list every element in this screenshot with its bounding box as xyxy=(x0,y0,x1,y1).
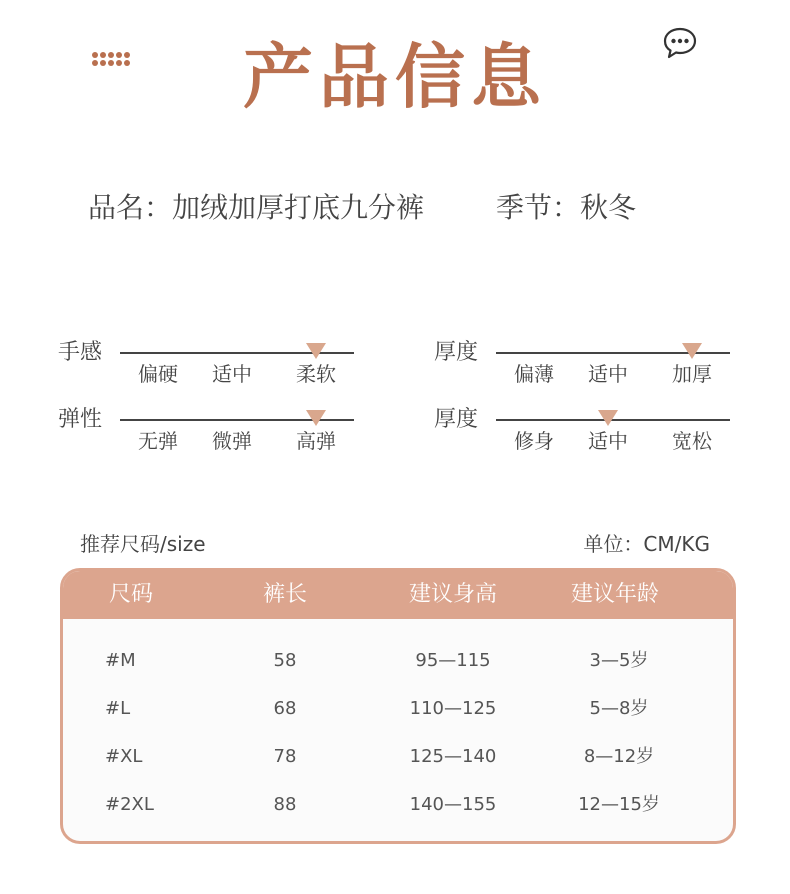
table-row xyxy=(63,733,733,781)
cell-length: 68 xyxy=(273,698,297,719)
cell-height: 125—140 xyxy=(409,746,497,767)
cell-age: 3—5岁 xyxy=(589,650,649,671)
scale-option: 适中 xyxy=(588,429,628,453)
scale-option: 偏硬 xyxy=(138,362,178,386)
scale-option: 宽松 xyxy=(672,429,712,453)
scale-label: 厚度 xyxy=(434,340,479,365)
cell-size: #XL xyxy=(105,746,143,767)
scale-marker xyxy=(682,343,702,359)
scale-option: 偏薄 xyxy=(514,362,554,386)
unit-label: 单位：CM/KG xyxy=(583,532,710,556)
chat-bubble-icon[interactable] xyxy=(662,26,698,60)
header-age: 建议年龄 xyxy=(570,582,660,607)
product-season: 季节：秋冬 xyxy=(496,191,637,224)
table-header xyxy=(63,571,733,619)
cell-height: 140—155 xyxy=(409,794,497,815)
scale-marker xyxy=(598,410,618,426)
scale-option: 无弹 xyxy=(138,429,178,453)
scale-feel xyxy=(58,338,358,388)
page-title: 产品信息 xyxy=(243,36,547,118)
header-height: 建议身高 xyxy=(408,582,498,607)
scale-label: 厚度 xyxy=(434,407,479,432)
table-row xyxy=(63,685,733,733)
size-table xyxy=(60,568,736,844)
scale-label: 弹性 xyxy=(58,407,103,432)
cell-size: #L xyxy=(105,698,131,719)
scale-option: 高弹 xyxy=(296,429,336,453)
scale-marker xyxy=(306,410,326,426)
scale-option: 适中 xyxy=(588,362,628,386)
scale-option: 修身 xyxy=(514,429,554,453)
scale-label: 手感 xyxy=(58,340,103,365)
cell-size: #2XL xyxy=(105,794,154,815)
table-row xyxy=(63,781,733,829)
scale-option: 微弹 xyxy=(212,429,252,453)
scale-fit xyxy=(434,405,734,455)
size-section-title: 推荐尺码/size xyxy=(80,532,206,556)
header-size: 尺码 xyxy=(109,582,154,607)
scale-elasticity xyxy=(58,405,358,455)
scale-marker xyxy=(306,343,326,359)
cell-height: 95—115 xyxy=(415,650,491,671)
cell-age: 5—8岁 xyxy=(589,698,649,719)
cell-size: #M xyxy=(105,650,136,671)
cell-length: 88 xyxy=(273,794,297,815)
scale-option: 加厚 xyxy=(672,362,712,386)
cell-age: 8—12岁 xyxy=(583,746,655,767)
table-row xyxy=(63,637,733,685)
cell-age: 12—15岁 xyxy=(578,794,660,815)
header-length: 裤长 xyxy=(262,582,308,607)
cell-height: 110—125 xyxy=(409,698,497,719)
scale-option: 适中 xyxy=(212,362,252,386)
scale-thickness xyxy=(434,338,734,388)
product-name: 品名：加绒加厚打底九分裤 xyxy=(88,191,425,224)
scale-option: 柔软 xyxy=(296,362,336,386)
cell-length: 58 xyxy=(273,650,297,671)
cell-length: 78 xyxy=(273,746,297,767)
